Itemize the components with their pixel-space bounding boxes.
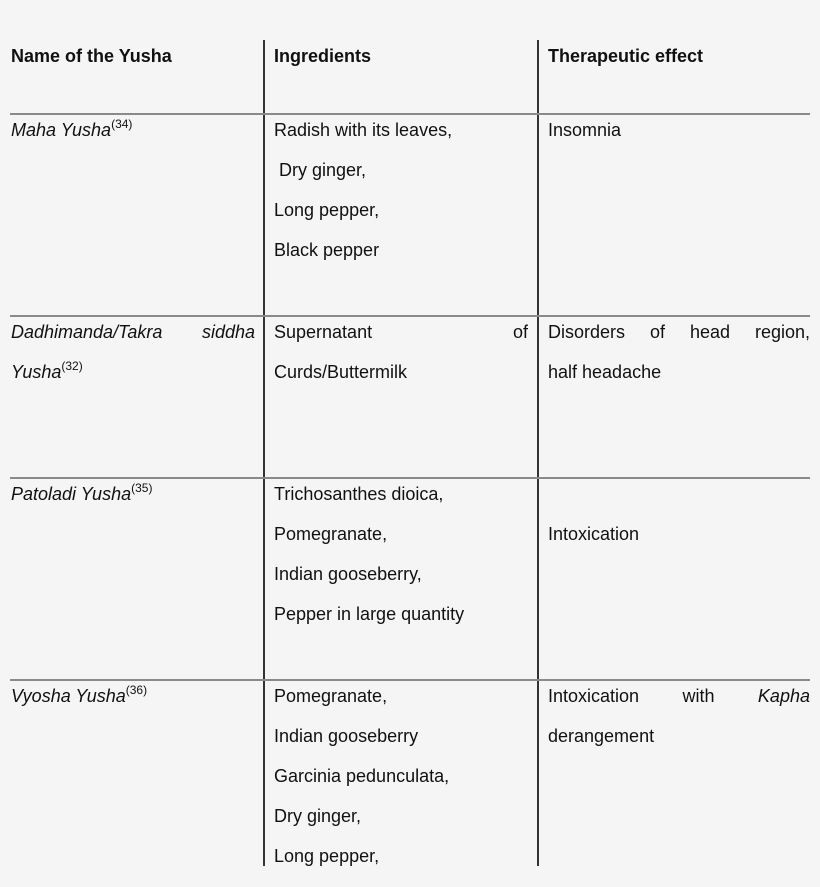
ingredient: Long pepper, [274, 200, 380, 220]
effect-line2: half headache [548, 362, 662, 382]
effect-word: Kapha [757, 686, 810, 706]
row-1-name [11, 110, 255, 150]
yusha-name-line1 [11, 312, 255, 352]
row-3-name [11, 474, 255, 514]
effect-word: Intoxication [548, 686, 640, 706]
name-word: siddha [201, 322, 255, 342]
column-divider-2 [537, 40, 539, 866]
yusha-name-line2 [11, 352, 255, 392]
row-4-ingredients [274, 676, 528, 866]
row-1-ingredients [274, 110, 528, 270]
row-2-name [11, 312, 255, 392]
effect-line1 [548, 676, 810, 716]
header-name: Name of the Yusha [11, 46, 172, 66]
row-4-name [11, 676, 255, 716]
effect-line2: derangement [548, 726, 655, 746]
row-3-ingredients [274, 474, 528, 634]
ingredient: Pomegranate, [274, 686, 388, 706]
name-word: Dadhimanda/Takra [11, 322, 163, 342]
ingredient-word: Supernatant [274, 322, 373, 342]
ingredient: Long pepper, [274, 846, 380, 866]
header-therapeutic-effect: Therapeutic effect [548, 46, 704, 66]
row-1-effect [548, 110, 810, 150]
header-ingredients: Ingredients [274, 46, 372, 66]
name-word: Yusha [11, 362, 62, 382]
ingredient: Dry ginger, [274, 806, 362, 826]
ingredient: Pomegranate, [274, 524, 388, 544]
yusha-name: Vyosha Yusha [11, 686, 126, 706]
ingredient-line1 [274, 312, 528, 352]
ingredient: Black pepper [274, 240, 380, 260]
effect-text: Insomnia [548, 120, 622, 140]
reference-superscript: (34) [111, 117, 133, 131]
row-4-effect [548, 676, 810, 756]
ingredient: Dry ginger, [274, 160, 367, 180]
ingredient: Trichosanthes dioica, [274, 484, 444, 504]
effect-word: of [649, 322, 665, 342]
row-2-ingredients [274, 312, 528, 392]
ingredient: Radish with its leaves, [274, 120, 453, 140]
ingredient: Pepper in large quantity [274, 604, 465, 624]
yusha-name: Patoladi Yusha [11, 484, 132, 504]
yusha-name: Maha Yusha [11, 120, 112, 140]
ingredient-line2: Curds/Buttermilk [274, 362, 408, 382]
reference-superscript: (35) [131, 481, 153, 495]
effect-word: with [682, 686, 715, 706]
ingredient-word: of [512, 322, 528, 342]
effect-word: Disorders [548, 322, 626, 342]
effect-word: head [689, 322, 730, 342]
row-3-effect [548, 514, 810, 554]
ingredient: Garcinia pedunculata, [274, 766, 450, 786]
column-divider-1 [263, 40, 265, 866]
ingredient: Indian gooseberry, [274, 564, 422, 584]
effect-line1 [548, 312, 810, 352]
reference-superscript: (36) [125, 683, 148, 697]
ingredient: Indian gooseberry [274, 726, 419, 746]
effect-word: region, [754, 322, 810, 342]
reference-superscript: (32) [61, 359, 83, 373]
row-2-effect [548, 312, 810, 392]
effect-text: Intoxication [548, 524, 640, 544]
